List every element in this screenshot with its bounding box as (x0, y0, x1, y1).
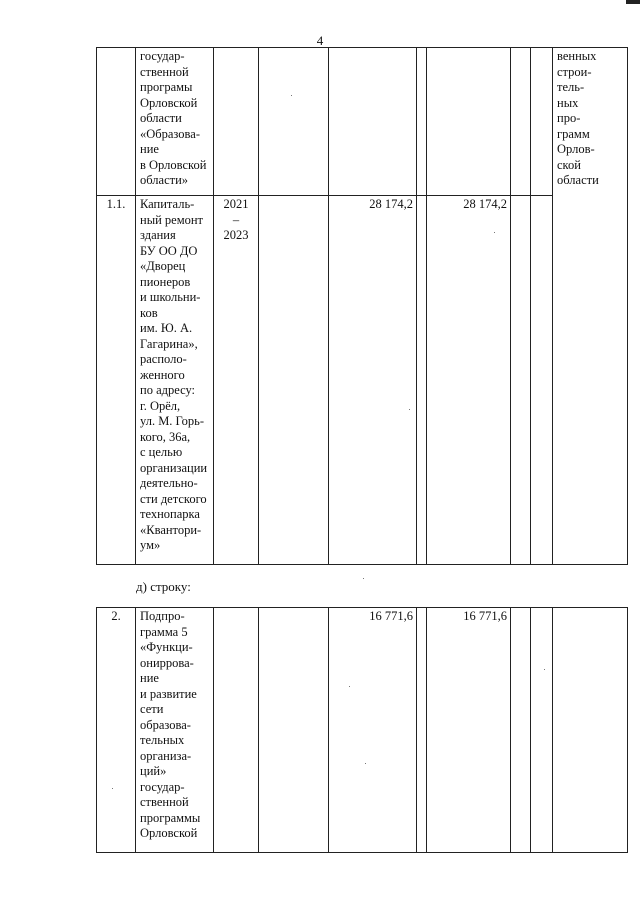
cell-empty (259, 48, 329, 196)
cell-total (329, 48, 417, 196)
cell-responsible (553, 608, 628, 853)
cell-responsible: венных строи- тель- ных про- грамм Орлов- ской области (553, 48, 628, 565)
cell-number: 2. (97, 608, 136, 853)
scan-speck (365, 763, 366, 764)
cell-empty (259, 196, 329, 565)
cell-name: Капиталь- ный ремонт здания БУ ОО ДО «Дворец пионеров и школьни- ков им. Ю. А. Гагарина», располо- женного по адресу: г. Орёл, ул. М. Горь- кого, 36а, с целью организации деятельно- сти детского технопарка «Квантори- ум» (136, 196, 214, 565)
cell-number: 1.1. (97, 196, 136, 565)
scan-speck (112, 788, 113, 789)
cell-empty (511, 196, 531, 565)
cell-empty (259, 608, 329, 853)
scan-speck (291, 95, 292, 96)
cell-empty (417, 196, 427, 565)
table-row-1-1 (97, 196, 628, 565)
cell-amount: 16 771,6 (427, 608, 511, 853)
cell-empty (417, 48, 427, 196)
cell-years (214, 48, 259, 196)
scan-speck (494, 232, 495, 233)
scan-speck (363, 578, 364, 579)
budget-table-2 (96, 607, 628, 853)
cell-empty (531, 196, 553, 565)
cell-years: 2021 – 2023 (214, 196, 259, 565)
cell-years (214, 608, 259, 853)
cell-empty (511, 608, 531, 853)
intro-text: д) строку: (136, 579, 191, 594)
table-row-2 (97, 608, 628, 853)
cell-amount: 28 174,2 (427, 196, 511, 565)
page-number: 4 (316, 33, 324, 48)
table-row-continuation (97, 48, 628, 196)
cell-name: государ- ственной програмы Орловской области «Образова- ние в Орловской области» (136, 48, 214, 196)
scan-speck (409, 409, 410, 410)
cell-total: 28 174,2 (329, 196, 417, 565)
cell-number (97, 48, 136, 196)
cell-empty (511, 48, 531, 196)
scan-speck (349, 686, 350, 687)
cell-amount (427, 48, 511, 196)
budget-table-1 (96, 47, 628, 565)
corner-mark (626, 0, 640, 4)
scan-speck (544, 669, 545, 670)
cell-name: Подпро- грамма 5 «Функци- ониррова- ние и развитие сети образова- тельных организа- ций» государ- ственной программы Орловской (136, 608, 214, 853)
cell-empty (531, 608, 553, 853)
cell-total: 16 771,6 (329, 608, 417, 853)
cell-empty (531, 48, 553, 196)
cell-empty (417, 608, 427, 853)
